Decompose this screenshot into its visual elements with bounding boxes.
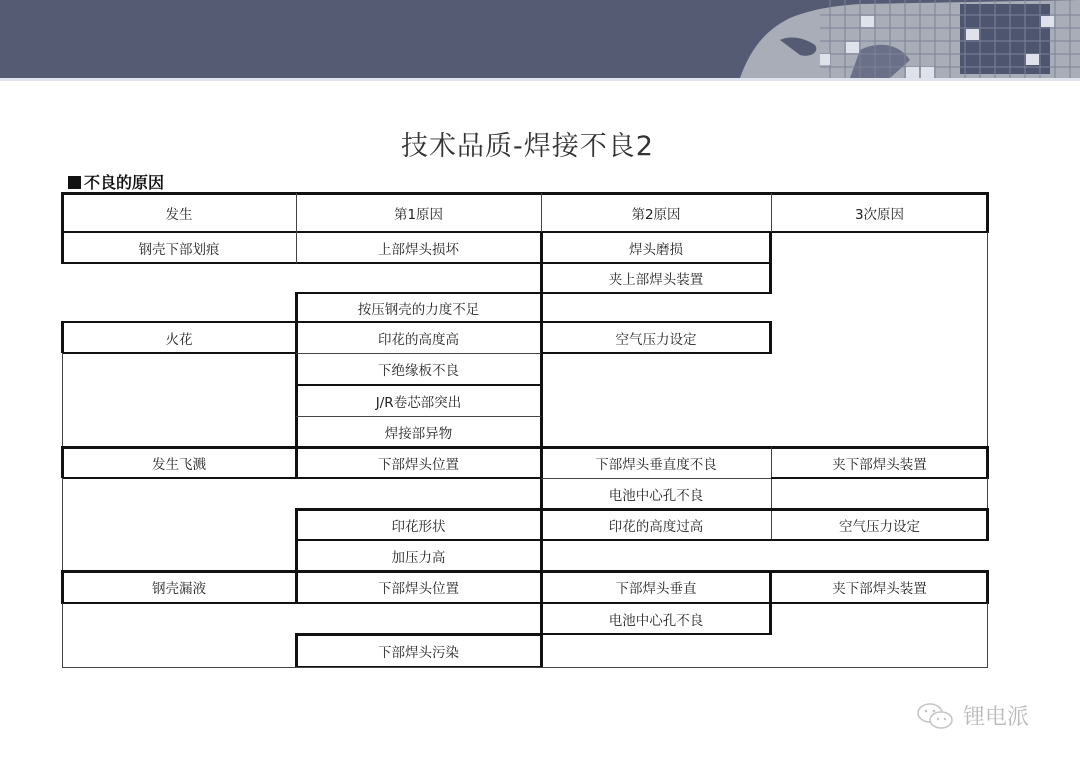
table-border: [296, 633, 541, 636]
header-cell-occurrence: 发生: [165, 206, 193, 223]
table-cell: 印花形状: [391, 518, 446, 535]
table-border: [61, 570, 64, 604]
watermark: [915, 700, 1029, 731]
table-cell: 下部焊头位置: [378, 581, 459, 597]
table-border: [296, 232, 297, 263]
table-border: [986, 192, 989, 233]
table-border: [296, 353, 541, 354]
table-border: [295, 447, 298, 478]
table-border: [61, 192, 64, 233]
table-border: [540, 571, 543, 668]
table-border: [296, 384, 541, 386]
table-cell: 焊头磨损: [629, 241, 683, 258]
table-border: [771, 477, 989, 479]
table-cell: 电池中心孔不良: [608, 487, 704, 504]
table-cell: 空气压力设定: [615, 331, 697, 348]
table-cell: 下部焊头位置: [378, 456, 459, 473]
table-border: [769, 321, 772, 354]
table-border: [296, 539, 989, 541]
table-border: [296, 193, 297, 232]
table-border: [61, 321, 64, 353]
table-cell: 印花的高度过高: [608, 518, 704, 535]
table-border: [540, 232, 543, 447]
table-border: [986, 446, 989, 479]
table-border: [62, 262, 542, 264]
table-cell: 加压力高: [391, 549, 446, 566]
table-border: [62, 667, 988, 668]
table-cell: 下部焊头垂直: [615, 581, 697, 597]
table-border: [987, 478, 988, 509]
table-border: [62, 353, 63, 447]
table-border: [986, 570, 989, 604]
table-border: [62, 603, 63, 667]
table-border: [62, 478, 63, 571]
section-heading-text: 不良的原因: [84, 173, 165, 192]
table-border: [541, 321, 771, 323]
table-cell: 空气压力设定: [839, 518, 920, 535]
watermark-text: 锂电派: [963, 705, 1030, 730]
table-border: [541, 262, 771, 264]
table-border: [296, 416, 541, 417]
table-border: [62, 352, 296, 354]
table-border: [541, 292, 771, 294]
table-cell: 电池中心孔不良: [608, 613, 704, 629]
table-border: [987, 232, 988, 447]
table-border: [295, 292, 298, 323]
table-border: [541, 633, 771, 635]
table-border: [61, 232, 64, 264]
table-border: [771, 447, 772, 540]
table-border: [986, 508, 989, 541]
table-border: [541, 478, 771, 479]
table-border: [541, 352, 771, 354]
table-cell: 焊接部异物: [384, 425, 453, 442]
table-border: [296, 292, 542, 294]
table-border: [296, 508, 989, 511]
table-border: [295, 571, 298, 603]
table-cell: 钢壳漏液: [152, 581, 206, 597]
table-cell: 夹下部焊头装置: [832, 581, 927, 597]
wechat-icon: [915, 701, 957, 731]
table-cell: 下部焊头垂直度不良: [595, 456, 717, 473]
header-cell-cause2: 第2原因: [631, 206, 681, 223]
table-cell: 下绝缘板不良: [378, 363, 459, 379]
table-cell: 按压钢壳的力度不足: [357, 301, 480, 318]
table-border: [769, 571, 772, 635]
table-border: [771, 193, 772, 232]
table-border: [62, 477, 542, 479]
table-cell: 钢壳下部划痕: [138, 241, 220, 258]
table-border: [295, 633, 298, 668]
table-border: [62, 602, 989, 604]
table-border: [62, 570, 989, 573]
table-border: [987, 603, 988, 667]
table-border: [62, 231, 989, 233]
table-cell: 夹上部焊头装置: [608, 272, 704, 288]
table-border: [62, 192, 989, 195]
table-border: [62, 321, 542, 323]
table-cell: J/R卷芯部突出: [375, 394, 462, 411]
table-cell: 印花的高度高: [378, 331, 459, 348]
table-border: [541, 193, 542, 232]
table-border: [61, 446, 64, 478]
table-cell: 下部焊头污染: [378, 645, 459, 661]
table-cell: 火花: [165, 331, 193, 348]
table-cell: 发生飞溅: [152, 456, 206, 473]
page-title: 技术品质-焊接不良2: [401, 131, 654, 162]
table-cell: 夹下部焊头装置: [832, 456, 927, 473]
table-border: [62, 446, 989, 449]
header-cell-cause3: 3次原因: [854, 206, 905, 223]
header-cell-cause1: 第1原因: [393, 206, 444, 223]
table-cell: 上部焊头损坏: [378, 241, 459, 258]
